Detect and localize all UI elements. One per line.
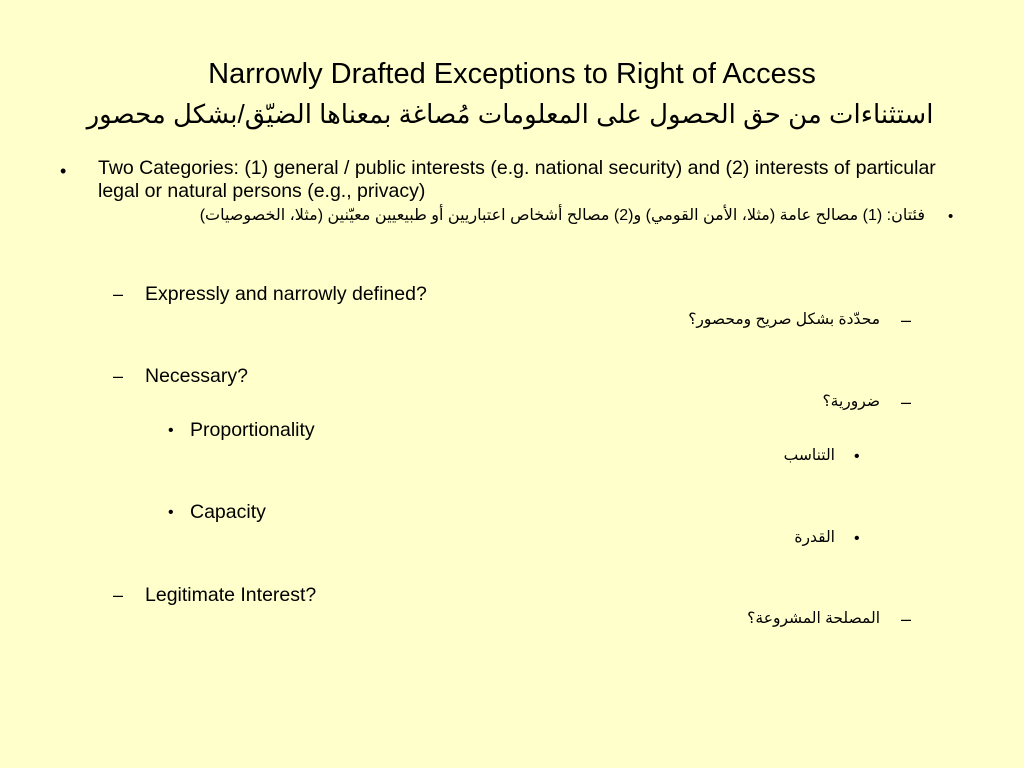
dash-marker: – — [113, 284, 124, 304]
sub-item-necessary: Necessary? — [145, 365, 248, 387]
main-bullet-text-arabic: فئتان: (1) مصالح عامة (مثلا، الأمن القومي) و(2) مصالح أشخاص اعتباريين أو طبيعيين معيّنين (مثلا، الخصوصيات) — [199, 207, 925, 224]
sub-item-legitimate-interest: Legitimate Interest? — [145, 584, 317, 606]
bullet-marker: • — [854, 530, 860, 547]
sub-sub-item-proportionality-arabic: التناسب — [783, 447, 835, 464]
bullet-marker: • — [60, 161, 67, 181]
dash-marker: – — [113, 366, 124, 386]
bullet-marker: • — [948, 208, 954, 225]
main-bullet-text: Two Categories: (1) general / public interests (e.g. national security) and (2) interests of particular legal or natural persons (e.g., privacy) — [98, 157, 936, 202]
dash-marker: – — [901, 609, 912, 629]
dash-marker: – — [113, 585, 124, 605]
sub-item-expressly-defined-arabic: محدّدة بشكل صريح ومحصور؟ — [688, 311, 880, 328]
sub-sub-item-proportionality: Proportionality — [190, 419, 315, 441]
sub-item-expressly-defined: Expressly and narrowly defined? — [145, 283, 427, 305]
bullet-marker: • — [168, 504, 174, 521]
dash-marker: – — [901, 310, 912, 330]
sub-item-necessary-arabic: ضرورية؟ — [822, 393, 880, 410]
sub-item-legitimate-interest-arabic: المصلحة المشروعة؟ — [747, 610, 880, 627]
sub-sub-item-capacity: Capacity — [190, 501, 266, 523]
bullet-marker: • — [168, 422, 174, 439]
bullet-marker: • — [854, 448, 860, 465]
slide-title-arabic: استثناءات من حق الحصول على المعلومات مُصاغة بمعناها الضيّق/بشكل محصور — [86, 99, 934, 129]
slide-title: Narrowly Drafted Exceptions to Right of Access — [208, 58, 816, 90]
sub-sub-item-capacity-arabic: القدرة — [794, 529, 835, 546]
dash-marker: – — [901, 392, 912, 412]
